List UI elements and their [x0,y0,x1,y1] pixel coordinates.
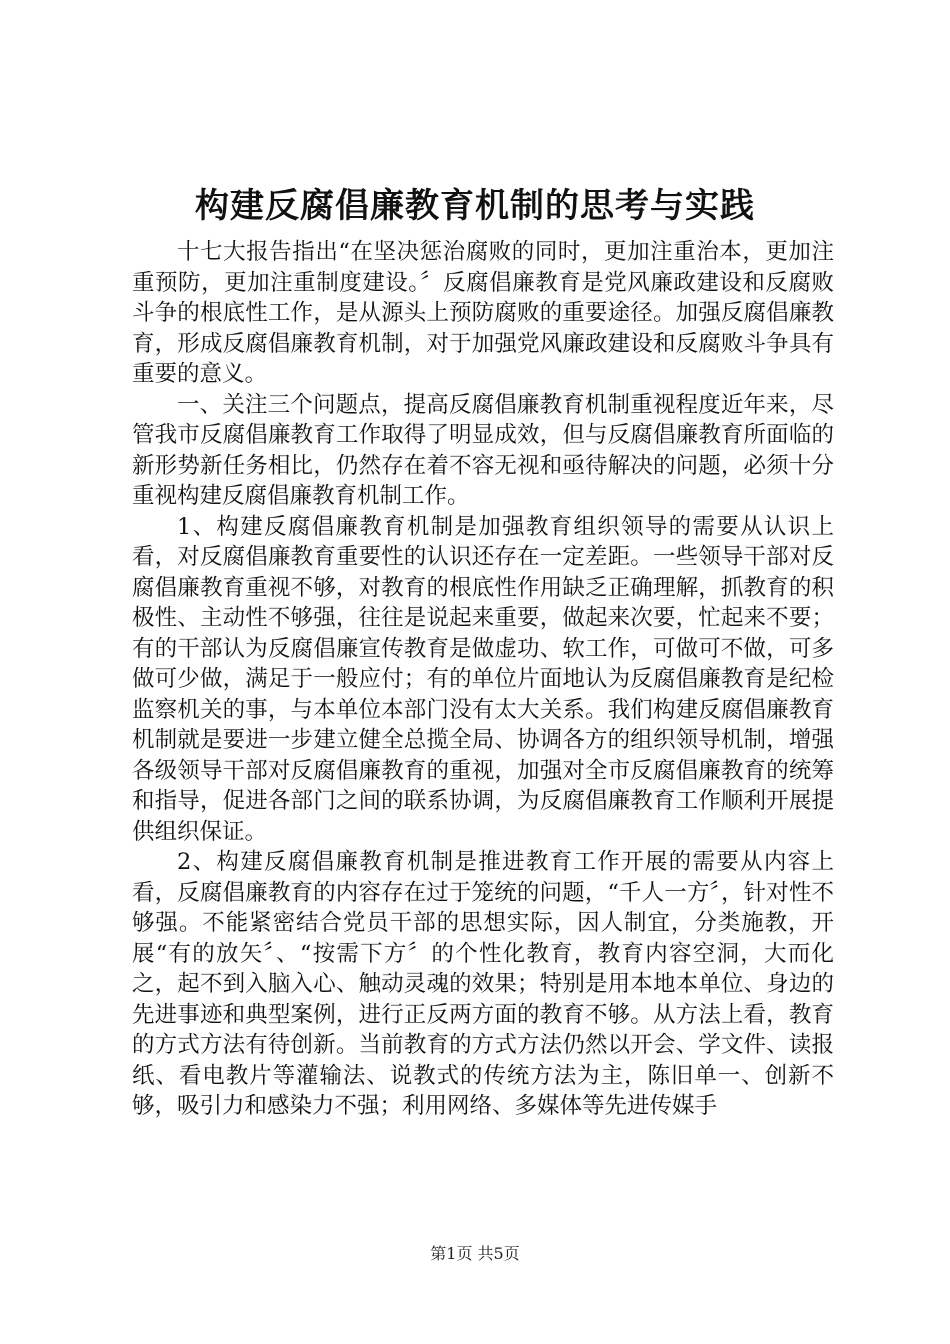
paragraph-point-1: 1、构建反腐倡廉教育机制是加强教育组织领导的需要从认识上看，对反腐倡廉教育重要性的认识还存在一定差距。一些领导干部对反腐倡廉教育重视不够，对教育的根底性作用缺乏正确理解，抓教育的积极性、主动性不够强，往往是说起来重要，做起来次要，忙起来不要；有的干部认为反腐倡廉宣传教育是做虚功、软工作，可做可不做，可多做可少做，满足于一般应付；有的单位片面地认为反腐倡廉教育是纪检监察机关的事，与本单位本部门没有太大关系。我们构建反腐倡廉教育机制就是要进一步建立健全总揽全局、协调各方的组织领导机制，增强各级领导干部对反腐倡廉教育的重视，加强对全市反腐倡廉教育的统筹和指导，促进各部门之间的联系协调，为反腐倡廉教育工作顺利开展提供组织保证。 [132,513,834,845]
page-number-footer: 第1页 共5页 [430,1244,520,1263]
paragraph-section-1: 一、关注三个问题点，提高反腐倡廉教育机制重视程度近年来，尽管我市反腐倡廉教育工作取得了明显成效，但与反腐倡廉教育所面临的新形势新任务相比，仍然存在着不容无视和亟待解决的问题，必须十分重视构建反腐倡廉教育机制工作。 [132,391,834,509]
paragraph-point-2: 2、构建反腐倡廉教育机制是推进教育工作开展的需要从内容上看，反腐倡廉教育的内容存在过于笼统的问题，“千人一方〞，针对性不够强。不能紧密结合党员干部的思想实际，因人制宜，分类施教，开展“有的放矢〞、“按需下方〞的个性化教育，教育内容空洞，大而化之，起不到入脑入心、触动灵魂的效果；特别是用本地本单位、身边的先进事迹和典型案例，进行正反两方面的教育不够。从方法上看，教育的方式方法有待创新。当前教育的方式方法仍然以开会、学文件、读报纸、看电教片等灌输法、说教式的传统方法为主，陈旧单一、创新不够，吸引力和感染力不强；利用网络、多媒体等先进传媒手 [132,849,834,1119]
paragraph-intro: 十七大报告指出“在坚决惩治腐败的同时，更加注重治本，更加注重预防，更加注重制度建设。〞反腐倡廉教育是党风廉政建设和反腐败斗争的根底性工作，是从源头上预防腐败的重要途径。加强反腐倡廉教育，形成反腐倡廉教育机制，对于加强党风廉政建设和反腐败斗争具有重要的意义。 [132,239,834,387]
document-title: 构建反腐倡廉教育机制的思考与实践 [195,186,755,226]
document-body [132,237,834,1122]
